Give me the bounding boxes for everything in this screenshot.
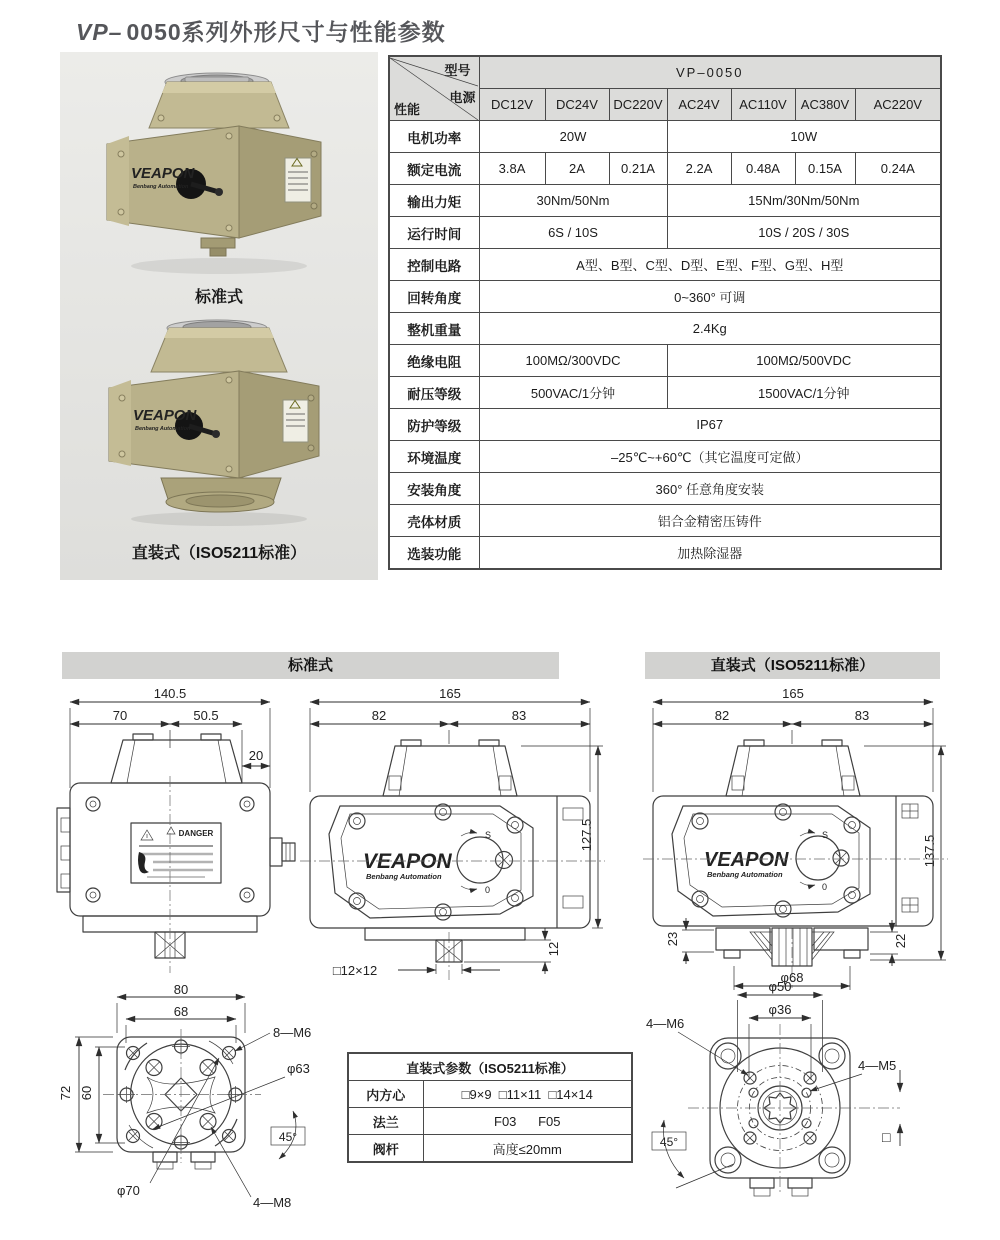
label-d63: φ63 bbox=[287, 1061, 310, 1076]
dim-165: 165 bbox=[782, 688, 804, 701]
top-cap-outline bbox=[111, 734, 242, 783]
power-col-dc24v: DC24V bbox=[545, 89, 609, 121]
brand-logo-sub: Benbang Automation bbox=[133, 184, 189, 190]
corner-model-label: 型号 bbox=[444, 63, 471, 78]
row-cell: 100MΩ/500VDC bbox=[667, 345, 941, 377]
row-cell: 500VAC/1分钟 bbox=[479, 377, 667, 409]
bottom-stem bbox=[83, 776, 257, 973]
row-label: 选装功能 bbox=[389, 537, 479, 570]
centerlines bbox=[643, 859, 948, 988]
row-label: 环境温度 bbox=[389, 441, 479, 473]
photo-standard-actuator bbox=[89, 66, 349, 281]
top-cap bbox=[151, 328, 287, 372]
table-row bbox=[389, 249, 941, 281]
power-col-dc220v: DC220V bbox=[609, 89, 667, 121]
direct-actuator-illustration bbox=[89, 314, 349, 529]
side-connector bbox=[57, 808, 70, 892]
iso-row-value: □9×9 □11×11 □14×14 bbox=[423, 1081, 632, 1108]
dim-phi36: φ36 bbox=[768, 1002, 792, 1017]
standard-actuator-illustration bbox=[89, 66, 349, 281]
label-45deg: 45° bbox=[659, 1135, 679, 1149]
table-row bbox=[389, 217, 941, 249]
label-4m5: 4—M5 bbox=[858, 1058, 897, 1073]
row-cell: 加热除湿器 bbox=[479, 537, 941, 570]
model-value-cell: VP–0050 bbox=[479, 56, 941, 89]
table-row bbox=[389, 409, 941, 441]
row-label: 控制电路 bbox=[389, 249, 479, 281]
dim-83: 83 bbox=[854, 708, 870, 723]
face-plate bbox=[672, 804, 870, 917]
dim-68: 68 bbox=[173, 1004, 189, 1019]
table-row bbox=[389, 281, 941, 313]
dim-12x12: □12×12 bbox=[332, 963, 378, 978]
row-cell: 0~360° 可调 bbox=[479, 281, 941, 313]
drawing-direct-bottom bbox=[638, 980, 950, 1220]
brand-logo: VEAPON bbox=[133, 407, 197, 424]
dim-137-5: 137.5 bbox=[922, 834, 937, 868]
row-cell: 2.2A bbox=[667, 153, 731, 185]
dim-50-5: 50.5 bbox=[193, 708, 219, 723]
drawing-standard-bottom bbox=[55, 985, 350, 1225]
table-row bbox=[389, 537, 941, 570]
cable-gland bbox=[270, 838, 295, 866]
drawing-logo-sub: Benbang Automation bbox=[707, 870, 783, 879]
row-label: 回转角度 bbox=[389, 281, 479, 313]
top-cap-outline bbox=[726, 740, 860, 796]
row-label: 运行时间 bbox=[389, 217, 479, 249]
row-cell: 2.4Kg bbox=[479, 313, 941, 345]
row-cell: 0.48A bbox=[731, 153, 795, 185]
row-cell: A型、B型、C型、D型、E型、F型、G型、H型 bbox=[479, 249, 941, 281]
row-cell: 6S / 10S bbox=[479, 217, 667, 249]
dim-phi50: φ50 bbox=[768, 980, 792, 994]
page-title-brand: VP– bbox=[76, 19, 123, 45]
drawing-direct-side bbox=[638, 688, 953, 1003]
dim-127-5: 127.5 bbox=[579, 818, 594, 852]
iso-mounting-base bbox=[161, 478, 281, 512]
brand-logo-sub: Benbang Automation bbox=[135, 426, 191, 432]
dim-82: 82 bbox=[714, 708, 730, 723]
label-8m6: 8—M6 bbox=[273, 1025, 312, 1040]
iso-row-label: 法兰 bbox=[348, 1108, 423, 1135]
power-col-ac110v: AC110V bbox=[731, 89, 795, 121]
row-cell: 0.24A bbox=[855, 153, 941, 185]
row-cell: 1500VAC/1分钟 bbox=[667, 377, 941, 409]
danger-text: DANGER bbox=[178, 829, 214, 838]
row-cell: 铝合金精密压铸件 bbox=[479, 505, 941, 537]
row-label: 绝缘电阻 bbox=[389, 345, 479, 377]
row-cell: IP67 bbox=[479, 409, 941, 441]
table-row bbox=[389, 185, 941, 217]
table-row bbox=[389, 345, 941, 377]
iso-parameter-table bbox=[347, 1052, 633, 1163]
brand-logo: VEAPON bbox=[131, 165, 195, 182]
power-col-ac24v: AC24V bbox=[667, 89, 731, 121]
close-mark: 0 bbox=[485, 885, 491, 895]
dim-60: 60 bbox=[79, 1085, 94, 1101]
dimension-lines bbox=[58, 985, 245, 1152]
warning-sticker bbox=[285, 158, 311, 202]
drawing-standard-front bbox=[55, 688, 305, 993]
row-cell: 2A bbox=[545, 153, 609, 185]
top-cap bbox=[149, 82, 289, 128]
row-cell: 3.8A bbox=[479, 153, 545, 185]
direct-caption: 直装式（ISO5211标准） bbox=[131, 545, 307, 562]
drawing-logo: VEAPON bbox=[363, 850, 452, 873]
dim-70: 70 bbox=[112, 708, 128, 723]
row-cell: –25℃~+60℃（其它温度可定做） bbox=[479, 441, 941, 473]
corner-power-label: 电源 bbox=[449, 90, 476, 105]
drawing-standard-side bbox=[295, 688, 610, 993]
row-label: 整机重量 bbox=[389, 313, 479, 345]
row-cell: 15Nm/30Nm/50Nm bbox=[667, 185, 941, 217]
dim-phi68: φ68 bbox=[780, 970, 804, 985]
photo-direct-actuator bbox=[89, 314, 349, 529]
label-4m6: 4—M6 bbox=[646, 1016, 685, 1031]
leader-labels bbox=[117, 1025, 311, 1210]
photo-shadow bbox=[131, 512, 307, 526]
warning-sticker bbox=[283, 400, 308, 442]
top-cap-outline bbox=[383, 740, 517, 796]
iso-row-value: 高度≤20mm bbox=[423, 1135, 632, 1163]
table-row bbox=[389, 441, 941, 473]
row-label: 额定电流 bbox=[389, 153, 479, 185]
row-cell: 100MΩ/300VDC bbox=[479, 345, 667, 377]
iso-table-title: 直装式参数（ISO5211标准） bbox=[348, 1053, 632, 1081]
standard-caption: 标准式 bbox=[194, 289, 243, 306]
dimension-lines bbox=[653, 688, 946, 960]
table-row bbox=[389, 153, 941, 185]
row-label: 壳体材质 bbox=[389, 505, 479, 537]
leader-labels bbox=[646, 1016, 900, 1188]
section-bar-standard: 标准式 bbox=[62, 652, 559, 679]
iso-row-value: F03 F05 bbox=[423, 1108, 632, 1135]
close-mark: 0 bbox=[822, 882, 828, 892]
row-cell: 20W bbox=[479, 121, 667, 153]
row-label: 安装角度 bbox=[389, 473, 479, 505]
power-col-ac380v: AC380V bbox=[795, 89, 855, 121]
row-label: 电机功率 bbox=[389, 121, 479, 153]
dim-shaft-height: 12 bbox=[546, 941, 561, 957]
section-bar-direct: 直装式（ISO5211标准） bbox=[645, 652, 940, 679]
power-col-dc12v: DC12V bbox=[479, 89, 545, 121]
dim-20: 20 bbox=[248, 748, 264, 763]
cable-glands bbox=[750, 1178, 812, 1196]
corner-perf-label: 性能 bbox=[394, 102, 421, 117]
table-row bbox=[389, 121, 941, 153]
table-row bbox=[389, 473, 941, 505]
open-mark: S bbox=[822, 830, 829, 840]
dim-83: 83 bbox=[511, 708, 527, 723]
page-title bbox=[76, 14, 446, 47]
row-label: 耐压等级 bbox=[389, 377, 479, 409]
dim-165: 165 bbox=[439, 688, 461, 701]
row-cell: 10S / 20S / 30S bbox=[667, 217, 941, 249]
danger-label bbox=[131, 823, 221, 883]
product-photo-panel bbox=[60, 52, 378, 580]
row-cell: 30Nm/50Nm bbox=[479, 185, 667, 217]
power-col-ac220v: AC220V bbox=[855, 89, 941, 121]
row-cell: 360° 任意角度安装 bbox=[479, 473, 941, 505]
table-row bbox=[389, 313, 941, 345]
label-d70: φ70 bbox=[117, 1183, 140, 1198]
bottom-stem bbox=[365, 928, 525, 962]
row-label: 防护等级 bbox=[389, 409, 479, 441]
dim-22: 22 bbox=[893, 933, 908, 949]
page-title-rest: 0050系列外形尺寸与性能参数 bbox=[126, 19, 446, 45]
table-row bbox=[389, 505, 941, 537]
label-4m8: 4—M8 bbox=[253, 1195, 292, 1210]
dim-82: 82 bbox=[371, 708, 387, 723]
dim-23: 23 bbox=[665, 931, 680, 947]
iso-row-label: 内方心 bbox=[348, 1081, 423, 1108]
face-plate bbox=[329, 804, 533, 920]
label-45deg: 45° bbox=[278, 1130, 298, 1144]
bottom-stem bbox=[201, 238, 235, 256]
table-row bbox=[389, 377, 941, 409]
row-label: 输出力矩 bbox=[389, 185, 479, 217]
photo-shadow bbox=[131, 258, 307, 274]
open-mark: S bbox=[485, 830, 492, 840]
drawing-logo: VEAPON bbox=[704, 849, 789, 871]
row-cell: 0.15A bbox=[795, 153, 855, 185]
dim-140-5: 140.5 bbox=[153, 688, 187, 701]
iso-row-label: 阀杆 bbox=[348, 1135, 423, 1163]
row-cell: 10W bbox=[667, 121, 941, 153]
dimension-lines bbox=[70, 688, 270, 788]
dim-72: 72 bbox=[58, 1085, 73, 1101]
drawing-logo-sub: Benbang Automation bbox=[366, 872, 442, 881]
spec-table bbox=[388, 55, 942, 570]
dim-80: 80 bbox=[173, 985, 189, 997]
square-note: □ bbox=[882, 1129, 891, 1145]
corner-header-cell bbox=[389, 56, 479, 121]
row-cell: 0.21A bbox=[609, 153, 667, 185]
